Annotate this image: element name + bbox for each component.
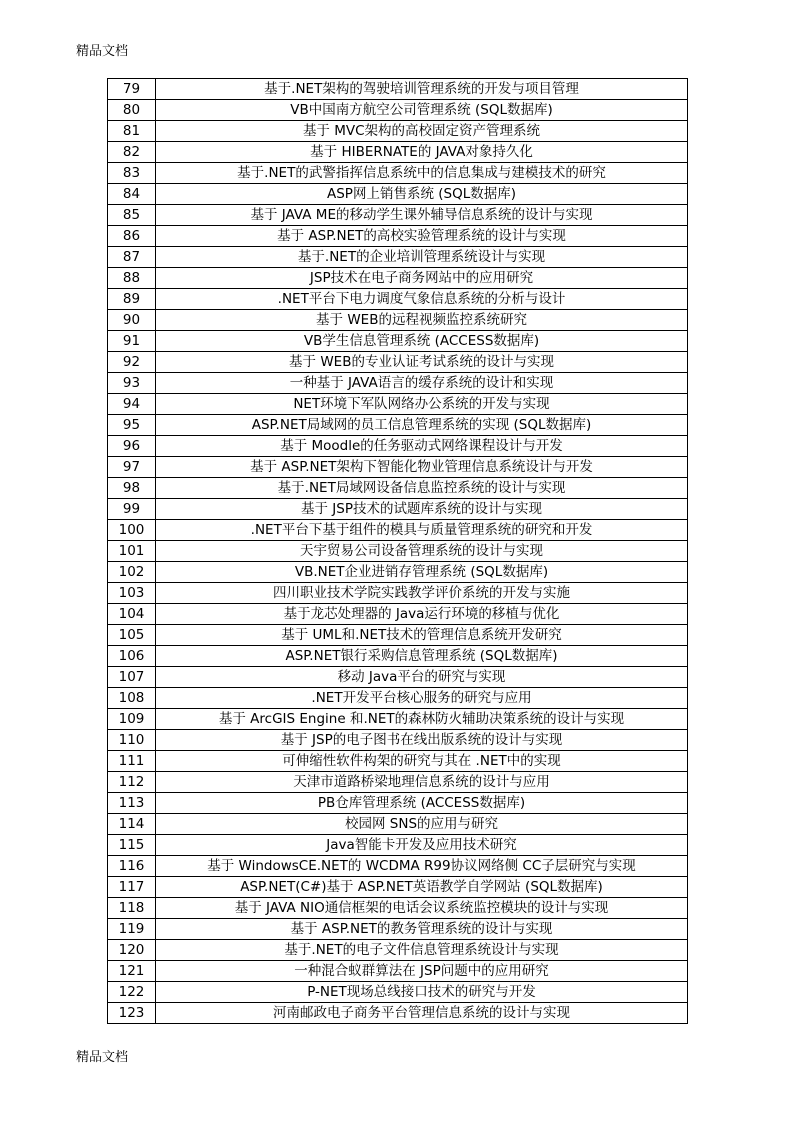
table-row <box>108 373 688 394</box>
row-title: Java智能卡开发及应用技术研究 <box>156 835 688 856</box>
table-row <box>108 961 688 982</box>
row-title: 基于 WEB的专业认证考试系统的设计与实现 <box>156 352 688 373</box>
row-title: 基于 JSP的电子图书在线出版系统的设计与实现 <box>156 730 688 751</box>
row-title: 基于 JAVA ME的移动学生课外辅导信息系统的设计与实现 <box>156 205 688 226</box>
row-title: NET环境下军队网络办公系统的开发与实现 <box>156 394 688 415</box>
row-title: .NET平台下电力调度气象信息系统的分析与设计 <box>156 289 688 310</box>
table-row <box>108 835 688 856</box>
row-title: 基于.NET局域网设备信息监控系统的设计与实现 <box>156 478 688 499</box>
row-number: 104 <box>108 604 156 625</box>
table-row <box>108 625 688 646</box>
row-number: 84 <box>108 184 156 205</box>
table-row <box>108 856 688 877</box>
row-title: 基于 ArcGIS Engine 和.NET的森林防火辅助决策系统的设计与实现 <box>156 709 688 730</box>
row-number: 94 <box>108 394 156 415</box>
row-title: ASP.NET银行采购信息管理系统 (SQL数据库) <box>156 646 688 667</box>
table-row <box>108 898 688 919</box>
table-row <box>108 394 688 415</box>
table-row <box>108 289 688 310</box>
row-number: 90 <box>108 310 156 331</box>
row-title: 移动 Java平台的研究与实现 <box>156 667 688 688</box>
row-title: 河南邮政电子商务平台管理信息系统的设计与实现 <box>156 1003 688 1024</box>
row-number: 81 <box>108 121 156 142</box>
table-row <box>108 268 688 289</box>
row-number: 85 <box>108 205 156 226</box>
table-row <box>108 709 688 730</box>
table-row <box>108 352 688 373</box>
row-number: 86 <box>108 226 156 247</box>
table-row <box>108 940 688 961</box>
table-row <box>108 541 688 562</box>
row-title: .NET平台下基于组件的模具与质量管理系统的研究和开发 <box>156 520 688 541</box>
row-title: 基于 HIBERNATE的 JAVA对象持久化 <box>156 142 688 163</box>
table-row <box>108 121 688 142</box>
table-row <box>108 646 688 667</box>
row-number: 115 <box>108 835 156 856</box>
row-title: 天宇贸易公司设备管理系统的设计与实现 <box>156 541 688 562</box>
table-row <box>108 499 688 520</box>
table-row <box>108 205 688 226</box>
row-number: 108 <box>108 688 156 709</box>
row-number: 121 <box>108 961 156 982</box>
row-number: 91 <box>108 331 156 352</box>
row-number: 98 <box>108 478 156 499</box>
table-row <box>108 583 688 604</box>
row-number: 83 <box>108 163 156 184</box>
table-row <box>108 1003 688 1024</box>
row-title: 基于 JAVA NIO通信框架的电话会议系统监控模块的设计与实现 <box>156 898 688 919</box>
row-number: 89 <box>108 289 156 310</box>
row-number: 122 <box>108 982 156 1003</box>
row-title: VB学生信息管理系统 (ACCESS数据库) <box>156 331 688 352</box>
row-title: 基于 WEB的远程视频监控系统研究 <box>156 310 688 331</box>
row-title: 一种混合蚁群算法在 JSP问题中的应用研究 <box>156 961 688 982</box>
table-row <box>108 562 688 583</box>
row-number: 111 <box>108 751 156 772</box>
table-row <box>108 457 688 478</box>
row-number: 102 <box>108 562 156 583</box>
row-number: 80 <box>108 100 156 121</box>
row-number: 101 <box>108 541 156 562</box>
table-row <box>108 877 688 898</box>
table-row <box>108 793 688 814</box>
row-number: 92 <box>108 352 156 373</box>
row-title: 校园网 SNS的应用与研究 <box>156 814 688 835</box>
table-row <box>108 331 688 352</box>
row-title: VB中国南方航空公司管理系统 (SQL数据库) <box>156 100 688 121</box>
row-number: 117 <box>108 877 156 898</box>
table-row <box>108 415 688 436</box>
row-title: ASP.NET(C#)基于 ASP.NET英语教学自学网站 (SQL数据库) <box>156 877 688 898</box>
row-number: 120 <box>108 940 156 961</box>
row-title: 基于 JSP技术的试题库系统的设计与实现 <box>156 499 688 520</box>
table-row <box>108 226 688 247</box>
row-title: P-NET现场总线接口技术的研究与开发 <box>156 982 688 1003</box>
table-row <box>108 688 688 709</box>
row-title: JSP技术在电子商务网站中的应用研究 <box>156 268 688 289</box>
row-number: 79 <box>108 79 156 100</box>
row-title: 基于.NET的企业培训管理系统设计与实现 <box>156 247 688 268</box>
row-title: 可伸缩性软件构架的研究与其在 .NET中的实现 <box>156 751 688 772</box>
table-row <box>108 520 688 541</box>
row-number: 82 <box>108 142 156 163</box>
table-row <box>108 436 688 457</box>
row-number: 123 <box>108 1003 156 1024</box>
row-title: 基于 WindowsCE.NET的 WCDMA R99协议网络侧 CC子层研究与实现 <box>156 856 688 877</box>
row-title: 四川职业技术学院实践教学评价系统的开发与实施 <box>156 583 688 604</box>
row-title: 基于 UML和.NET技术的管理信息系统开发研究 <box>156 625 688 646</box>
row-title: 天津市道路桥梁地理信息系统的设计与应用 <box>156 772 688 793</box>
table-row <box>108 247 688 268</box>
row-number: 110 <box>108 730 156 751</box>
table-row <box>108 310 688 331</box>
row-number: 95 <box>108 415 156 436</box>
row-number: 88 <box>108 268 156 289</box>
table-row <box>108 730 688 751</box>
row-title: 基于.NET的武警指挥信息系统中的信息集成与建模技术的研究 <box>156 163 688 184</box>
row-number: 97 <box>108 457 156 478</box>
row-number: 118 <box>108 898 156 919</box>
footer-note: 精品文档 <box>76 1050 129 1065</box>
table-row <box>108 751 688 772</box>
table-row <box>108 163 688 184</box>
table-row <box>108 100 688 121</box>
table-row <box>108 772 688 793</box>
row-title: 基于 ASP.NET的教务管理系统的设计与实现 <box>156 919 688 940</box>
row-number: 100 <box>108 520 156 541</box>
row-title: 一种基于 JAVA语言的缓存系统的设计和实现 <box>156 373 688 394</box>
row-number: 119 <box>108 919 156 940</box>
row-number: 114 <box>108 814 156 835</box>
row-title: 基于 MVC架构的高校固定资产管理系统 <box>156 121 688 142</box>
row-number: 105 <box>108 625 156 646</box>
row-number: 116 <box>108 856 156 877</box>
table-row <box>108 478 688 499</box>
row-title: VB.NET企业进销存管理系统 (SQL数据库) <box>156 562 688 583</box>
table-row <box>108 667 688 688</box>
row-title: 基于.NET架构的驾驶培训管理系统的开发与项目管理 <box>156 79 688 100</box>
row-title: 基于龙芯处理器的 Java运行环境的移植与优化 <box>156 604 688 625</box>
header-note: 精品文档 <box>76 44 129 59</box>
table-row <box>108 604 688 625</box>
row-number: 87 <box>108 247 156 268</box>
table-row <box>108 79 688 100</box>
topics-table <box>107 78 688 1024</box>
row-number: 96 <box>108 436 156 457</box>
row-number: 112 <box>108 772 156 793</box>
row-number: 113 <box>108 793 156 814</box>
row-number: 107 <box>108 667 156 688</box>
table-row <box>108 919 688 940</box>
row-number: 109 <box>108 709 156 730</box>
table-row <box>108 142 688 163</box>
row-number: 93 <box>108 373 156 394</box>
row-title: 基于.NET的电子文件信息管理系统设计与实现 <box>156 940 688 961</box>
row-number: 106 <box>108 646 156 667</box>
row-title: ASP网上销售系统 (SQL数据库) <box>156 184 688 205</box>
row-number: 99 <box>108 499 156 520</box>
row-number: 103 <box>108 583 156 604</box>
table-row <box>108 184 688 205</box>
row-title: 基于 ASP.NET的高校实验管理系统的设计与实现 <box>156 226 688 247</box>
topics-table-body <box>108 79 688 1024</box>
table-row <box>108 982 688 1003</box>
row-title: ASP.NET局域网的员工信息管理系统的实现 (SQL数据库) <box>156 415 688 436</box>
table-row <box>108 814 688 835</box>
row-title: 基于 Moodle的任务驱动式网络课程设计与开发 <box>156 436 688 457</box>
row-title: PB仓库管理系统 (ACCESS数据库) <box>156 793 688 814</box>
row-title: 基于 ASP.NET架构下智能化物业管理信息系统设计与开发 <box>156 457 688 478</box>
row-title: .NET开发平台核心服务的研究与应用 <box>156 688 688 709</box>
